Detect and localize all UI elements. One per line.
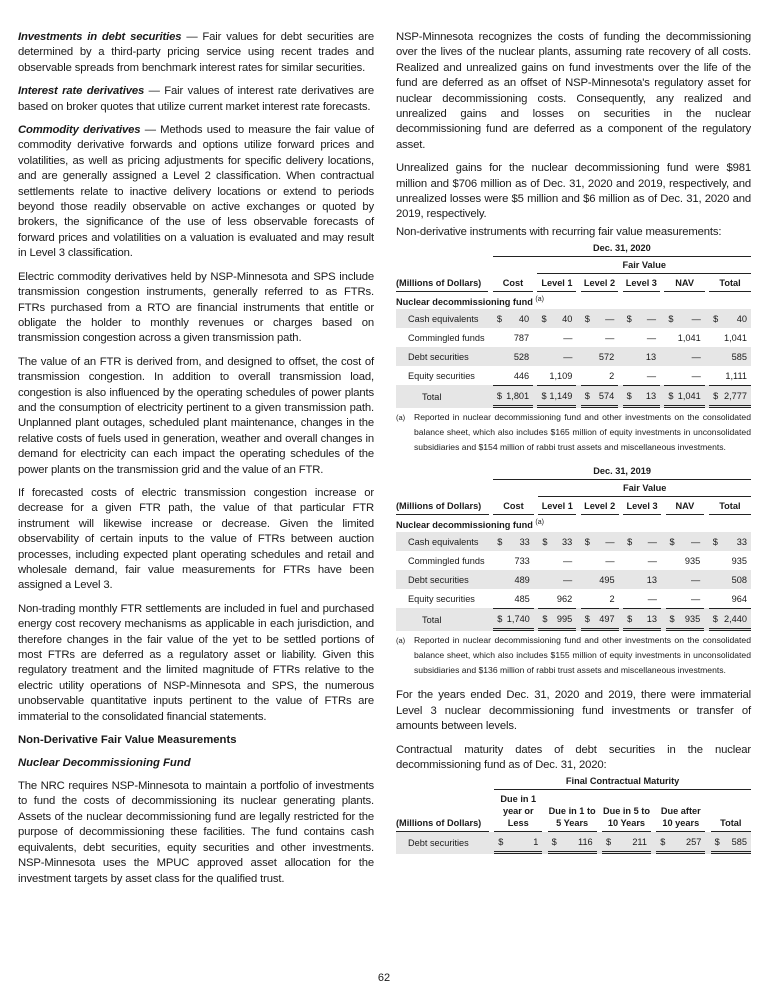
- table-row: Equity securities 485 962 2 — — 964: [408, 593, 747, 604]
- table-row: Cash equivalents $ 40 $ 40 $ — $ — $ — $ 40: [396, 309, 751, 328]
- para-interest-rate: Interest rate derivatives — Fair values of interest rate derivatives are based on broker quotes that utilize current market interest rate forecasts.: [18, 85, 375, 113]
- table-total-row: Total $ 1,801 $ 1,149 $ 574 $ 13 $ 1,041 $ 2,777: [396, 385, 751, 408]
- due-1yr-header: Due in 1 year or Less: [494, 790, 542, 832]
- para-forecast: If forecasted costs of electric transmission congestion increase or decrease for a given FTR path, the value of that particular FTR instrument will likewise increase or decrease. Given the limited observability of certain inputs to the value of FTRs between auction processes, including expected plant operating schedules and retail and wholesale demand, fair value measurements for FTRs have been assigned a Level 3.: [18, 486, 374, 592]
- level3-header: Level 3: [623, 497, 661, 515]
- table-row: Debt securities 489 — 495 13 — 508: [396, 570, 751, 589]
- cost-header: Cost: [493, 274, 533, 292]
- nav-header: NAV: [664, 274, 704, 292]
- footnote-2019: (a) Reported in nuclear decommissioning fund and other investments on the consolidated balance sheet, which also includes $155 million of equity investments in unconsolidated subsidiaries and $136 million of rabbi trust assets and miscellaneous investments.: [396, 635, 751, 676]
- due-1to5-header: Due in 1 to 5 Years: [548, 790, 597, 832]
- table-2020: [396, 242, 751, 408]
- level2-header: Level 2: [581, 497, 619, 515]
- nav-header: NAV: [666, 497, 705, 515]
- table-title: Dec. 31, 2019: [493, 465, 751, 480]
- due-after10-header: Due after 10 years: [656, 790, 705, 832]
- table-row: Cash equivalents $ 33 $ 33 $ — $ — $ — $ 33: [396, 532, 751, 551]
- table-total-row: Total $ 1,740 $ 995 $ 497 $ 13 $ 935 $ 2,440: [396, 608, 751, 631]
- table-row: Debt securities $ 1 $ 116 $ 211 $ 257 $ 585: [396, 832, 751, 854]
- para-recognizes: NSP-Minnesota recognizes the costs of funding the decommissioning over the lives of the nuclear plants, assuming rate recovery of all costs. Realized and unrealized gains on fund investments over the life of the fund are deferred as an offset of NSP-Minnesota's regulatory asset for nuclear decommissioning costs. Consequently, any realized and unrealized gains and losses on securities in the nuclear decommissioning fund are deferred as a component of the regulatory asset.: [396, 31, 751, 151]
- maturity-title: Final Contractual Maturity: [494, 775, 751, 790]
- table-row: Equity securities 446 1,109 2 — — 1,111: [408, 370, 747, 381]
- heading-ndf: Nuclear Decommissioning Fund: [18, 757, 191, 770]
- para-electric: Electric commodity derivatives held by NSP-Minnesota and SPS include transmission congestion instruments, generally referred to as FTRs. FTRs purchased from a RTO are financial instruments that entitle or obligate the holder to monthly revenues or charges based on transmission congestion across a given transmission path.: [18, 270, 374, 345]
- level1-header: Level 1: [538, 497, 576, 515]
- table-2019: [396, 465, 751, 631]
- para-ftr-value: The value of an FTR is derived from, and designed to offset, the cost of transmission congestion. In addition to overall transmission load, congestion is also influenced by the operating schedules of power plants and the consumption of electricity pertinent to a given transmission path. Unplanned plant outages, scheduled plant maintenance, changes in the relative costs of fuels used in generation, weather and overall changes in demand for electricity can each impact the operating schedules of the power plants on the transmission grid and the value of an FTR.: [18, 355, 374, 476]
- footnote-2020: (a) Reported in nuclear decommissioning fund and other investments on the consolidated balance sheet, which also includes $165 million of equity investments in unconsolidated subsidiaries and $154 million of rabbi trust assets and miscellaneous investments.: [396, 412, 751, 453]
- units-header: (Millions of Dollars): [396, 790, 489, 832]
- table-row: Commingled funds 733 — — — 935 935: [408, 555, 747, 566]
- table-maturity: [396, 775, 751, 854]
- total-header: Total: [709, 497, 751, 515]
- level2-header: Level 2: [581, 274, 619, 292]
- para-unrealized: Unrealized gains for the nuclear decommissioning fund were $981 million and $706 million as of Dec. 31, 2020 and 2019, respectively, and unrealized losses were $5 million and $6 million as of Dec. 31, 2020 and 2019, respectively.: [396, 162, 751, 221]
- para-nrc: The NRC requires NSP-Minnesota to maintain a portfolio of investments to fund the costs of decommissioning its nuclear generating plants. Assets of the nuclear decommissioning fund are legally restricted for the purpose of decommissioning these facilities. The fund contains cash equivalents, debt securities, equity securities and other investments. NSP-Minnesota uses the MPUC approved asset allocation for the investment targets by asset class for the qualified trust.: [18, 780, 374, 885]
- section-label: Nuclear decommissioning fund $^{(a)}$: [396, 518, 544, 530]
- level3-header: Level 3: [623, 274, 661, 292]
- cost-header: Cost: [493, 497, 534, 515]
- para-nonderiv-intro: Non-derivative instruments with recurring fair value measurements:: [396, 225, 722, 238]
- level1-header: Level 1: [537, 274, 576, 292]
- units-header: (Millions of Dollars): [396, 274, 488, 292]
- para-immaterial: For the years ended Dec. 31, 2020 and 2019, there were immaterial Level 3 nuclear decommissioning fund investments or transfer of amounts between levels.: [396, 689, 751, 733]
- right-column: [396, 30, 751, 854]
- section-label: Nuclear decommissioning fund $^{(a)}$: [396, 295, 544, 307]
- left-column: [18, 30, 374, 895]
- due-5to10-header: Due in 5 to 10 Years: [602, 790, 651, 832]
- para-nontrading: Non-trading monthly FTR settlements are included in fuel and purchased energy cost recovery mechanisms as applicable in each jurisdiction, and therefore changes in the fair value of the yet to be settled portions of most FTRs are deferred as a regulatory asset or liability. Given this regulatory treatment and the limited magnitude of FTRs relative to the electric utility operations of NSP-Minnesota and SPS, the numerous unobservable quantitative inputs pertinent to the value of FTRs are immaterial to the consolidated financial statements.: [18, 602, 374, 723]
- fair-value-header: Fair Value: [538, 480, 751, 497]
- fair-value-header: Fair Value: [537, 257, 751, 274]
- units-header: (Millions of Dollars): [396, 497, 489, 515]
- para-commodity: Commodity derivatives — Methods used to measure the fair value of commodity derivative forwards and options utilize forward prices and volatilities, as well as pricing adjustments for specific delivery locations, and are generally assigned a Level 2 classification. When contractual settlements relate to inactive delivery locations or extend to periods beyond those readily observable on active exchanges or quoted by brokers, the significance of the use of less observable forecasts of forward prices and volatilities on a valuation is evaluated and may result in Level 3 classification.: [18, 124, 374, 260]
- total-header: Total: [709, 274, 751, 292]
- heading-nonderivative: Non-Derivative Fair Value Measurements: [18, 734, 237, 747]
- table-row: Commingled funds 787 — — — 1,041 1,041: [408, 332, 747, 343]
- table-row: Debt securities 528 — 572 13 — 585: [396, 347, 751, 366]
- para-maturity-intro: Contractual maturity dates of debt securities in the nuclear decommissioning fund as of Dec. 31, 2020:: [396, 743, 751, 771]
- page-number: 62: [377, 972, 391, 984]
- total-header: Total: [711, 790, 751, 832]
- table-title: Dec. 31, 2020: [493, 242, 751, 257]
- para-debt-securities: Investments in debt securities — Fair values for debt securities are determined by a third-party pricing service using recent trades and observable spreads from benchmark interest rates for similar securities.: [18, 31, 375, 74]
